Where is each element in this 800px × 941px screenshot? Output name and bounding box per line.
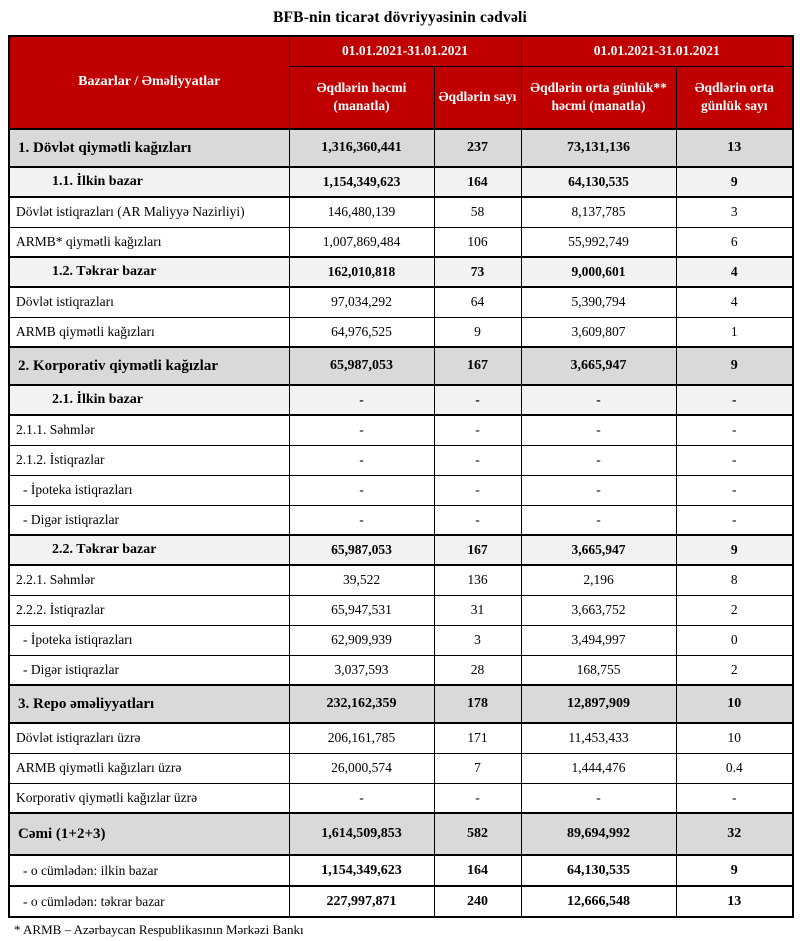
row-value: 167 <box>434 535 521 565</box>
table-row <box>9 565 793 595</box>
table-row <box>9 257 793 287</box>
row-value: 582 <box>434 813 521 855</box>
period-header-row <box>9 36 793 66</box>
row-value: 64 <box>434 287 521 317</box>
row-value: 227,997,871 <box>289 886 434 917</box>
table-row <box>9 813 793 855</box>
row-value: 3,663,752 <box>521 595 676 625</box>
table-row <box>9 855 793 886</box>
row-value: 9 <box>676 347 793 385</box>
row-label: - o cümlədən: təkrar bazar <box>9 886 289 917</box>
row-label: - İpoteka istiqrazları <box>9 625 289 655</box>
row-label: 2.1.1. Səhmlər <box>9 415 289 445</box>
row-value: 26,000,574 <box>289 753 434 783</box>
row-value: 8 <box>676 565 793 595</box>
row-value: - <box>521 415 676 445</box>
row-label: Dövlət istiqrazları üzrə <box>9 723 289 753</box>
row-value: 164 <box>434 855 521 886</box>
row-value: 58 <box>434 197 521 227</box>
row-value: - <box>289 415 434 445</box>
row-value: - <box>521 445 676 475</box>
row-value: - <box>289 445 434 475</box>
row-label: 2.2.1. Səhmlər <box>9 565 289 595</box>
row-value: - <box>676 783 793 813</box>
row-value: 240 <box>434 886 521 917</box>
table-body <box>9 129 793 917</box>
table-row <box>9 317 793 347</box>
row-value: 146,480,139 <box>289 197 434 227</box>
table-row <box>9 685 793 723</box>
row-label: ARMB qiymətli kağızları <box>9 317 289 347</box>
row-value: 168,755 <box>521 655 676 685</box>
row-value: 1 <box>676 317 793 347</box>
table-row <box>9 655 793 685</box>
row-value: 73,131,136 <box>521 129 676 167</box>
row-value: - <box>676 415 793 445</box>
row-label: 1.2. Təkrar bazar <box>9 257 289 287</box>
row-value: 62,909,939 <box>289 625 434 655</box>
table-row <box>9 886 793 917</box>
period-header-1: 01.01.2021-31.01.2021 <box>289 36 521 66</box>
row-value: 13 <box>676 129 793 167</box>
table-row <box>9 625 793 655</box>
row-value: 13 <box>676 886 793 917</box>
row-value: 64,130,535 <box>521 855 676 886</box>
row-value: 1,154,349,623 <box>289 855 434 886</box>
row-value: 3,609,807 <box>521 317 676 347</box>
table-row <box>9 167 793 197</box>
row-label: 1.1. İlkin bazar <box>9 167 289 197</box>
row-value: 65,987,053 <box>289 535 434 565</box>
row-value: 9 <box>676 167 793 197</box>
table-row <box>9 415 793 445</box>
row-value: 2,196 <box>521 565 676 595</box>
table-row <box>9 227 793 257</box>
row-value: - <box>521 385 676 415</box>
row-value: 10 <box>676 685 793 723</box>
table-header <box>9 36 793 129</box>
row-value: 65,947,531 <box>289 595 434 625</box>
row-value: 73 <box>434 257 521 287</box>
row-value: 0.4 <box>676 753 793 783</box>
table-row <box>9 505 793 535</box>
row-value: 3 <box>434 625 521 655</box>
row-value: - <box>676 505 793 535</box>
table-row <box>9 287 793 317</box>
row-value: 4 <box>676 257 793 287</box>
table-row <box>9 197 793 227</box>
row-label: 2. Korporativ qiymətli kağızlar <box>9 347 289 385</box>
row-value: 39,522 <box>289 565 434 595</box>
row-value: 206,161,785 <box>289 723 434 753</box>
row-value: 232,162,359 <box>289 685 434 723</box>
row-value: - <box>289 783 434 813</box>
row-value: 8,137,785 <box>521 197 676 227</box>
row-value: 9 <box>434 317 521 347</box>
row-value: - <box>434 445 521 475</box>
row-value: - <box>434 415 521 445</box>
column-header-avg-daily-count: Əqdlərin orta günlük sayı <box>676 66 793 129</box>
row-value: 106 <box>434 227 521 257</box>
row-value: - <box>521 783 676 813</box>
row-value: 162,010,818 <box>289 257 434 287</box>
row-value: 167 <box>434 347 521 385</box>
row-value: 2 <box>676 595 793 625</box>
row-value: 237 <box>434 129 521 167</box>
row-value: 136 <box>434 565 521 595</box>
row-label: 2.1. İlkin bazar <box>9 385 289 415</box>
period-header-2: 01.01.2021-31.01.2021 <box>521 36 793 66</box>
row-label: 1. Dövlət qiymətli kağızları <box>9 129 289 167</box>
row-value: 64,130,535 <box>521 167 676 197</box>
trading-turnover-table <box>8 35 794 918</box>
row-value: 178 <box>434 685 521 723</box>
row-value: 7 <box>434 753 521 783</box>
row-value: - <box>289 475 434 505</box>
row-label: 2.2. Təkrar bazar <box>9 535 289 565</box>
table-row <box>9 783 793 813</box>
column-header-avg-daily-volume: Əqdlərin orta günlük** həcmi (manatla) <box>521 66 676 129</box>
row-value: - <box>434 385 521 415</box>
row-label: Cəmi (1+2+3) <box>9 813 289 855</box>
row-value: 3 <box>676 197 793 227</box>
row-value: 1,154,349,623 <box>289 167 434 197</box>
row-value: - <box>521 475 676 505</box>
footnote-armb: * ARMB – Azərbaycan Respublikasının Mərkəzi Bankı <box>14 922 304 937</box>
row-label: ARMB* qiymətli kağızları <box>9 227 289 257</box>
row-value: - <box>434 783 521 813</box>
row-value: 1,316,360,441 <box>289 129 434 167</box>
corner-header-markets-operations: Bazarlar / Əməliyyatlar <box>9 36 289 129</box>
row-value: 3,665,947 <box>521 535 676 565</box>
row-value: 164 <box>434 167 521 197</box>
row-value: 97,034,292 <box>289 287 434 317</box>
row-value: - <box>289 385 434 415</box>
table-row <box>9 595 793 625</box>
row-value: - <box>676 475 793 505</box>
row-value: 2 <box>676 655 793 685</box>
row-value: 32 <box>676 813 793 855</box>
row-value: 3,494,997 <box>521 625 676 655</box>
row-value: 1,614,509,853 <box>289 813 434 855</box>
row-value: 1,007,869,484 <box>289 227 434 257</box>
row-label: 2.1.2. İstiqrazlar <box>9 445 289 475</box>
row-value: - <box>521 505 676 535</box>
row-value: 9 <box>676 855 793 886</box>
table-row <box>9 129 793 167</box>
row-value: 55,992,749 <box>521 227 676 257</box>
row-label: Dövlət istiqrazları (AR Maliyyə Nazirliyi) <box>9 197 289 227</box>
row-value: 0 <box>676 625 793 655</box>
row-value: 3,037,593 <box>289 655 434 685</box>
table-row <box>9 475 793 505</box>
row-value: 12,897,909 <box>521 685 676 723</box>
row-value: 10 <box>676 723 793 753</box>
row-value: 28 <box>434 655 521 685</box>
table-row <box>9 445 793 475</box>
table-row <box>9 753 793 783</box>
row-label: Dövlət istiqrazları <box>9 287 289 317</box>
page-title: BFB-nin ticarət dövriyyəsinin cədvəli <box>272 9 528 26</box>
row-label: Korporativ qiymətli kağızlar üzrə <box>9 783 289 813</box>
row-value: - <box>434 475 521 505</box>
column-header-deal-volume: Əqdlərin həcmi (manatla) <box>289 66 434 129</box>
row-value: 64,976,525 <box>289 317 434 347</box>
row-value: 11,453,433 <box>521 723 676 753</box>
row-label: - o cümlədən: ilkin bazar <box>9 855 289 886</box>
row-value: 65,987,053 <box>289 347 434 385</box>
row-value: 171 <box>434 723 521 753</box>
row-value: 1,444,476 <box>521 753 676 783</box>
row-value: 6 <box>676 227 793 257</box>
row-value: 12,666,548 <box>521 886 676 917</box>
row-value: - <box>676 385 793 415</box>
table-row <box>9 723 793 753</box>
table-row <box>9 385 793 415</box>
row-label: 3. Repo əməliyyatları <box>9 685 289 723</box>
column-header-deal-count: Əqdlərin sayı <box>434 66 521 129</box>
row-value: - <box>676 445 793 475</box>
row-value: 3,665,947 <box>521 347 676 385</box>
row-label: 2.2.2. İstiqrazlar <box>9 595 289 625</box>
row-value: 31 <box>434 595 521 625</box>
row-value: 9 <box>676 535 793 565</box>
row-value: 5,390,794 <box>521 287 676 317</box>
row-value: - <box>434 505 521 535</box>
row-value: 89,694,992 <box>521 813 676 855</box>
row-value: 9,000,601 <box>521 257 676 287</box>
table-row <box>9 347 793 385</box>
row-label: - İpoteka istiqrazları <box>9 475 289 505</box>
row-label: ARMB qiymətli kağızları üzrə <box>9 753 289 783</box>
row-label: - Digər istiqrazlar <box>9 505 289 535</box>
row-label: - Digər istiqrazlar <box>9 655 289 685</box>
row-value: 4 <box>676 287 793 317</box>
row-value: - <box>289 505 434 535</box>
table-row <box>9 535 793 565</box>
